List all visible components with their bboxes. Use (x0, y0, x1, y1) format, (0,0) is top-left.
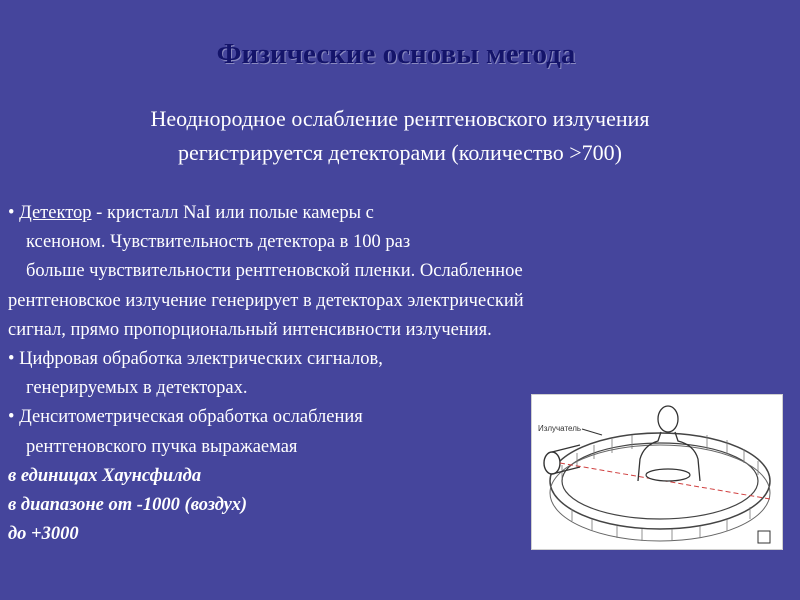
subtitle-line-2: регистрируется детекторами (количество >700) (177, 140, 623, 165)
body-line-4: рентгеновское излучение генерирует в детекторах электрический (8, 290, 524, 311)
ct-scanner-illustration (531, 394, 783, 550)
body-line-7: генерируемых в детекторах. (26, 378, 248, 399)
subtitle-line-1: Неоднородное ослабление рентгеновского излучения (150, 106, 650, 131)
body-line-12: до +3000 (8, 524, 79, 545)
body-line-3: больше чувствительности рентгеновской пленки. Ослабленное (26, 261, 523, 282)
body-line-1-rest: - кристалл NaI или полые камеры с (91, 203, 374, 223)
patient-head (658, 406, 678, 432)
detector-box (758, 531, 770, 543)
body-line-10: в единицах Хаунсфилда (8, 465, 202, 486)
body-line-6: • Цифровая обработка электрических сигналов, (8, 349, 383, 370)
slide-title: Физические основы метода (216, 38, 576, 70)
body-line-9: рентгеновского пучка выражаемая (26, 436, 298, 457)
detector-segments (562, 435, 758, 541)
body-line-11: в диапазоне от -1000 (воздух) (8, 495, 248, 516)
body-line-2: ксеноном. Чувствительность детектора в 100 раз (26, 232, 411, 253)
bullet: • (8, 203, 20, 223)
body-line-8: • Денситометрическая обработка ослабления (8, 407, 363, 428)
slide-subtitle (0, 102, 800, 170)
body-line-5: сигнал, прямо пропорциональный интенсивности излучения. (8, 319, 492, 340)
patient-table (646, 469, 690, 481)
detector-term: Детектор (19, 203, 92, 223)
emitter-label: Излучатель (538, 424, 582, 433)
emitter-tube-end (544, 452, 560, 474)
body-line-1 (8, 199, 798, 228)
ct-ring-drawing (532, 395, 782, 549)
